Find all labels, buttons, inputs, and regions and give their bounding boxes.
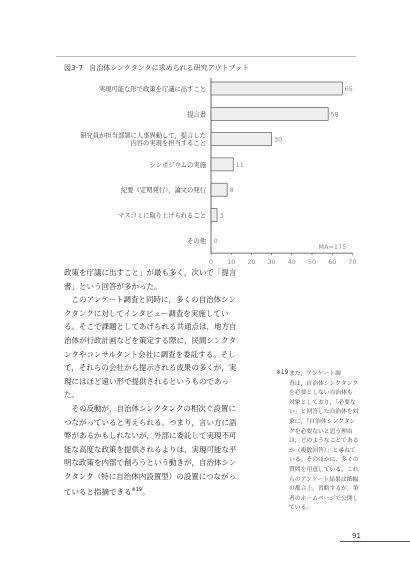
x-tick-label: 30	[267, 259, 276, 267]
footnote-line: ている。	[289, 505, 313, 512]
bar	[211, 183, 227, 196]
bar	[211, 209, 217, 222]
footnote-line: 者のホームページで公開し	[289, 495, 359, 502]
category-label: 実現可能な形で政策を庁議に出すこと	[98, 86, 206, 93]
body-line: 治体が行政計画などを策定する際に，民間シンクタ	[64, 336, 237, 345]
footnote-line: 対象としており，「必要な	[289, 399, 356, 406]
body-line: ていると指摘できる$^{※19}$。	[64, 486, 150, 497]
bar	[211, 133, 272, 146]
value-label: 3	[219, 212, 224, 220]
value-label: 11	[235, 161, 244, 169]
x-tick-label: 40	[287, 259, 296, 267]
x-tick-label: 20	[247, 259, 256, 267]
figure-title: 自治体シンクタンクに求められる研究アウトプット	[89, 64, 249, 72]
footnote	[289, 370, 359, 514]
bar-chart	[0, 0, 410, 270]
x-tick-label: 60	[328, 259, 337, 267]
body-line: クタンク（特に自治体内設置型）の設置につながっ	[64, 472, 237, 481]
body-line: て，それらの会社から提示される成果の多くが，実	[64, 363, 237, 373]
page-number: 91	[352, 532, 361, 540]
footnote-line: は，どのようなことである	[289, 438, 359, 445]
figure-number: 図3-7	[64, 64, 84, 72]
body-line: つながっていると考えられる。つまり，言い方に語	[64, 417, 237, 427]
sample-size-annotation: MA=175	[318, 243, 347, 252]
body-line: 現にはほど遠い形で提供されるというものであっ	[64, 376, 229, 386]
body-line: 書」という回答が多かった。	[64, 281, 162, 291]
category-label: シンポジウムの実施	[149, 161, 206, 169]
category-label: 提言書	[187, 111, 206, 119]
value-label: 0	[213, 237, 218, 245]
body-line: る。そこで課題としてあげられる共通点は，地方自	[64, 322, 237, 332]
footnote-line: か（複数回答）」と尋ねて	[289, 447, 356, 454]
body-line: その反動が，自治体シンクタンクの相次ぐ設置に	[64, 404, 236, 413]
category-label: 紀要（定期発行），論文の発行	[120, 187, 206, 195]
x-tick-label: 50	[307, 259, 317, 267]
footnote-reference[interactable]: ※19	[131, 486, 143, 493]
footnote-line: らのアンケート結果は紙幅	[289, 476, 359, 483]
footnote-line: を必要としない自治体も	[289, 390, 353, 397]
value-label: 58	[330, 111, 339, 119]
footnote-line: い」と回答した自治体を対	[289, 409, 359, 416]
category-label: マスコミに取り上げられること	[117, 212, 206, 220]
body-line: このアンケート調査と同時に，多くの自治体シン	[64, 295, 236, 305]
x-tick-label: 0	[208, 259, 214, 267]
bar	[211, 107, 328, 120]
footnote-line: いる。そのほかに，多くの	[289, 457, 359, 464]
body-line: 政策を庁議に出すこと」が最も多く，次いで「提言	[64, 268, 237, 277]
x-tick-label: 10	[227, 259, 236, 267]
body-line: クタンクに対してインタビュー調査を実施してい	[64, 308, 229, 318]
footnote-line: クを必要ないと思う理由	[289, 428, 353, 435]
body-line: 能な高度な政策を提供されるよりは，実現可能な平	[64, 444, 237, 454]
value-label: 8	[229, 187, 234, 195]
footnote-line: 質問を用意している。これ	[289, 466, 359, 473]
body-line: た。	[64, 390, 79, 400]
category-label: 研究員が担当部署に人事異動して，提言した内容の実現を担当すること	[80, 132, 206, 148]
footnote-line: 査は，自治体シンクタンク	[289, 380, 359, 387]
x-tick-label: 70	[348, 259, 357, 267]
footnote-line: 象に，「自治体シンクタン	[289, 418, 356, 425]
body-line: ンクやコンサルタント会社に調査を委託する。そし	[64, 349, 236, 359]
body-line: 明な政策を内部で創ろうという動きが，自治体シン	[64, 458, 237, 468]
footnote-mark: ※19	[276, 370, 289, 376]
footnote-line: また，アンケート調	[289, 371, 341, 377]
body-line: 弊があるかもしれないが，外部に委託して実現不可	[64, 431, 237, 441]
value-label: 65	[344, 86, 353, 93]
page-number-rule	[340, 541, 410, 542]
footnote-line: の都合上，省略するが，筆	[289, 486, 359, 493]
value-label: 30	[274, 136, 283, 144]
bar	[211, 158, 233, 171]
bar	[211, 82, 342, 95]
category-label: その他	[187, 237, 206, 245]
